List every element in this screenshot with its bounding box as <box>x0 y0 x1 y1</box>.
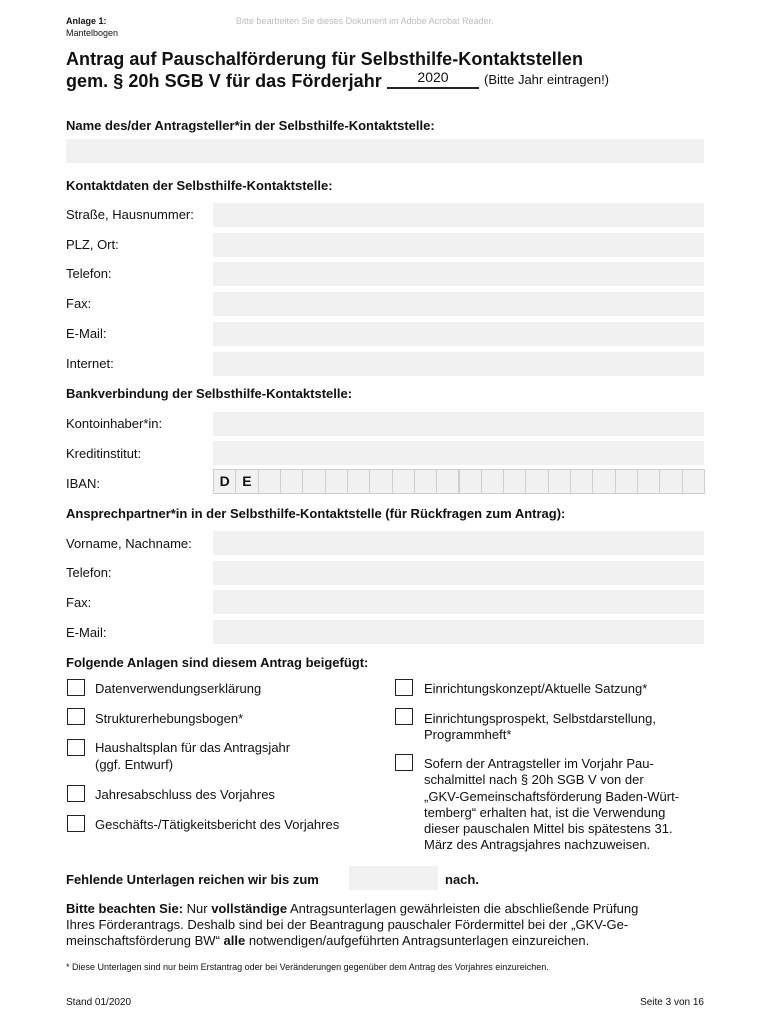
deadline-text: Fehlende Unterlagen reichen wir bis zum <box>66 872 319 887</box>
note-lead: Bitte beachten Sie: <box>66 901 184 916</box>
attachment-label-usage-proof-1: Sofern der Antragsteller im Vorjahr Pau- <box>424 756 654 771</box>
iban-char-box[interactable] <box>615 469 638 494</box>
contact-heading: Kontaktdaten der Selbsthilfe-Kontaktstelle: <box>66 178 333 193</box>
attachment-label-usage-proof-3: „GKV-Gemeinschaftsförderung Baden-Würt- <box>424 789 680 804</box>
iban-char-box[interactable] <box>481 469 504 494</box>
note-line-2: Ihres Förderantrags. Deshalb sind bei der Beantragung pauschaler Fördermittel bei der „GKV-Ge- <box>66 917 629 932</box>
website-label: Internet: <box>66 356 114 371</box>
contact-person-name-field[interactable] <box>213 531 704 555</box>
fax-field[interactable] <box>213 292 704 316</box>
note-line-1 <box>66 901 638 917</box>
note-text-3: meinschaftsförderung BW“ <box>66 933 224 948</box>
iban-char-box[interactable] <box>637 469 660 494</box>
iban-char-box[interactable] <box>659 469 682 494</box>
street-field[interactable] <box>213 203 704 227</box>
footer-page-number: Seite 3 von 16 <box>640 997 704 1008</box>
zip-city-field[interactable] <box>213 233 704 257</box>
attachment-label-concept: Einrichtungskonzept/Aktuelle Satzung* <box>424 681 648 696</box>
iban-char-box[interactable] <box>302 469 325 494</box>
attachment-checkbox-brochure[interactable] <box>395 708 413 725</box>
deadline-text-after: nach. <box>445 872 479 887</box>
attachment-checkbox-budget-plan[interactable] <box>67 739 85 756</box>
iban-char-box[interactable]: D <box>213 469 236 494</box>
note-text-2: Antragsunterlagen gewährleisten die abschließende Prüfung <box>287 901 639 916</box>
attachment-label-usage-proof-4: temberg“ erhalten hat, ist die Verwendung <box>424 805 666 820</box>
iban-char-box[interactable] <box>325 469 348 494</box>
attachment-label-usage-proof-6: März des Antragsjahres nachzuweisen. <box>424 837 651 852</box>
note-emphasis-all: alle <box>223 933 246 948</box>
attachment-label-usage-proof-5: dieser pauschalen Mittel bis spätestens 31. <box>424 821 673 836</box>
attachment-label-budget-plan: Haushaltsplan für das Antragsjahr <box>95 740 291 755</box>
iban-char-box[interactable] <box>258 469 281 494</box>
contact-person-heading: Ansprechpartner*in in der Selbsthilfe-Kontaktstelle (für Rückfragen zum Antrag): <box>66 506 566 521</box>
iban-char-box[interactable] <box>414 469 437 494</box>
applicant-heading: Name des/der Antragsteller*in der Selbsthilfe-Kontaktstelle: <box>66 118 435 133</box>
deadline-date-field[interactable] <box>349 866 438 890</box>
account-holder-label: Kontoinhaber*in: <box>66 416 163 431</box>
attachments-heading: Folgende Anlagen sind diesem Antrag beigefügt: <box>66 655 369 670</box>
contact-person-fax-field[interactable] <box>213 590 704 614</box>
attachment-checkbox-usage-proof[interactable] <box>395 754 413 771</box>
iban-char-box[interactable] <box>436 469 459 494</box>
iban-char-box[interactable] <box>369 469 392 494</box>
iban-char-box[interactable]: E <box>235 469 258 494</box>
fax-label: Fax: <box>66 296 92 311</box>
iban-label: IBAN: <box>66 476 100 491</box>
note-text-1: Nur <box>183 901 212 916</box>
attachment-label-activity-report: Geschäfts-/Tätigkeitsbericht des Vorjahres <box>95 817 340 832</box>
note-text-4: notwendigen/aufgeführten Antragsunterlagen einzureichen. <box>245 933 590 948</box>
annex-subtitle: Mantelbogen <box>66 28 119 38</box>
acrobat-hint: Bitte bearbeiten Sie dieses Dokument im Adobe Acrobat Reader. <box>236 16 494 26</box>
page-title: Antrag auf Pauschalförderung für Selbsthilfe-Kontaktstellen <box>66 49 584 69</box>
funding-year-field[interactable]: 2020 <box>417 69 449 85</box>
zip-city-label: PLZ, Ort: <box>66 237 119 252</box>
attachment-checkbox-data-usage[interactable] <box>67 679 85 696</box>
contact-person-phone-field[interactable] <box>213 561 704 585</box>
attachment-label-data-usage: Datenverwendungserklärung <box>95 681 262 696</box>
attachment-label-brochure: Einrichtungsprospekt, Selbstdarstellung, <box>424 711 656 726</box>
iban-char-box[interactable] <box>570 469 593 494</box>
footer-version: Stand 01/2020 <box>66 997 132 1008</box>
bank-heading: Bankverbindung der Selbsthilfe-Kontaktstelle: <box>66 386 353 401</box>
footnote: * Diese Unterlagen sind nur beim Erstantrag oder bei Veränderungen gegenüber dem Antrag des Vorjahres einzureichen. <box>66 962 549 972</box>
iban-char-box[interactable] <box>459 469 482 494</box>
contact-person-name-label: Vorname, Nachname: <box>66 536 192 551</box>
bank-name-field[interactable] <box>213 441 704 465</box>
iban-char-box[interactable] <box>682 469 705 494</box>
iban-char-box[interactable] <box>347 469 370 494</box>
annex-label: Anlage 1: <box>66 16 107 26</box>
attachment-label-budget-plan-note: (ggf. Entwurf) <box>95 757 174 772</box>
phone-field[interactable] <box>213 262 704 286</box>
iban-char-box[interactable] <box>503 469 526 494</box>
contact-person-email-field[interactable] <box>213 620 704 644</box>
attachment-checkbox-structure-survey[interactable] <box>67 708 85 725</box>
iban-char-box[interactable] <box>592 469 615 494</box>
email-label: E-Mail: <box>66 326 107 341</box>
street-label: Straße, Hausnummer: <box>66 207 194 222</box>
attachment-checkbox-concept[interactable] <box>395 679 413 696</box>
bank-name-label: Kreditinstitut: <box>66 446 142 461</box>
account-holder-field[interactable] <box>213 412 704 436</box>
iban-char-box[interactable] <box>548 469 571 494</box>
attachment-checkbox-activity-report[interactable] <box>67 815 85 832</box>
contact-person-phone-label: Telefon: <box>66 565 112 580</box>
attachment-label-annual-accounts: Jahresabschluss des Vorjahres <box>95 787 275 802</box>
attachment-label-usage-proof-2: schalmittel nach § 20h SGB V von der <box>424 772 644 787</box>
email-field[interactable] <box>213 322 704 346</box>
iban-char-box[interactable] <box>280 469 303 494</box>
funding-year-underline <box>387 87 479 89</box>
website-field[interactable] <box>213 352 704 376</box>
funding-year-hint: (Bitte Jahr eintragen!) <box>484 72 610 87</box>
applicant-name-field[interactable] <box>66 139 704 163</box>
note-emphasis-complete: vollständige <box>211 901 288 916</box>
attachment-label-brochure-line2: Programmheft* <box>424 727 512 742</box>
phone-label: Telefon: <box>66 266 112 281</box>
iban-char-box[interactable] <box>525 469 548 494</box>
page-title-line2: gem. § 20h SGB V für das Förderjahr <box>66 71 382 91</box>
attachment-checkbox-annual-accounts[interactable] <box>67 785 85 802</box>
contact-person-email-label: E-Mail: <box>66 625 107 640</box>
note-line-3 <box>66 933 589 949</box>
contact-person-fax-label: Fax: <box>66 595 92 610</box>
attachment-label-structure-survey: Strukturerhebungsbogen* <box>95 711 244 726</box>
iban-char-box[interactable] <box>392 469 415 494</box>
